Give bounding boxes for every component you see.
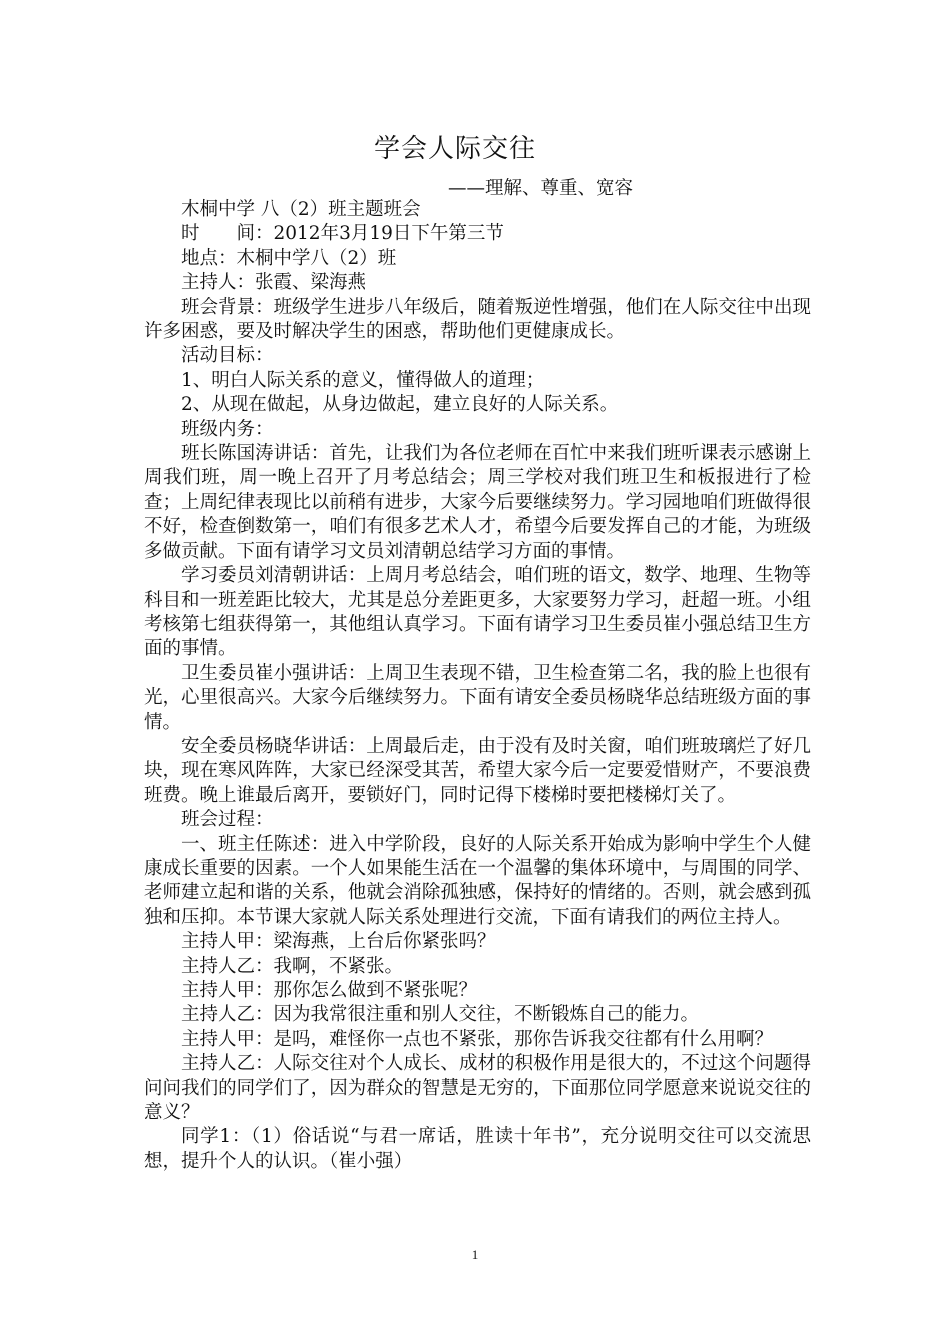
paragraph: 主持人乙：我啊，不紧张。	[181, 955, 404, 977]
paragraph: 地点：木桐中学八（2）班	[181, 247, 397, 269]
paragraph: 主持人甲：是吗，难怪你一点也不紧张，那你告诉我交往都有什么用啊？	[181, 1028, 774, 1050]
paragraph: 同学1：（1）俗话说“与君一席话，胜读十年书”，充分说明交往可以交流思想，提升个人的认识。（崔小强）	[144, 1126, 811, 1172]
paragraph: 主持人乙：因为我常很注重和别人交往，不断锻炼自己的能力。	[181, 1004, 700, 1026]
paragraph: 主持人乙：人际交往对个人成长、成材的积极作用是很大的，不过这个问题得问问我们的同学们了，因为群众的智慧是无穷的，下面那位同学愿意来说说交往的意义？	[144, 1053, 811, 1124]
paragraph: 主持人：张霞、梁海燕	[181, 272, 367, 294]
paragraph: 班会背景：班级学生进步八年级后，随着叛逆性增强，他们在人际交往中出现许多困惑，要及时解决学生的困惑，帮助他们更健康成长。	[144, 296, 811, 343]
document-subtitle: ——理解、尊重、宽容	[448, 178, 634, 199]
paragraph: 班会过程：	[181, 809, 274, 831]
page-number: 1	[471, 1247, 479, 1262]
paragraph: 学习委员刘清朝讲话：上周月考总结会，咱们班的语文，数学、地理、生物等科目和一班差距比较大，尤其是总分差距更多，大家要努力学习，赶超一班。小组考核第七组获得第一，其他组认真学习。下面有请学习卫生委员崔小强总结卫生方面的事情。	[144, 565, 811, 660]
paragraph: 时 间：2012年3月19日下午第三节	[181, 223, 504, 245]
paragraph: 卫生委员崔小强讲话：上周卫生表现不错，卫生检查第二名，我的脸上也很有光，心里很高兴。大家今后继续努力。下面有请安全委员杨晓华总结班级方面的事情。	[144, 662, 811, 733]
paragraph: 主持人甲：那你怎么做到不紧张呢？	[181, 980, 478, 1001]
paragraph: 2、从现在做起，从身边做起，建立良好的人际关系。	[181, 394, 619, 416]
document-body	[144, 198, 811, 1174]
paragraph: 1、明白人际关系的意义，懂得做人的道理；	[181, 369, 545, 391]
document-title: 学会人际交往	[373, 134, 536, 164]
paragraph: 班级内务：	[181, 418, 274, 440]
paragraph: 主持人甲：梁海燕，上台后你紧张吗？	[181, 931, 496, 953]
paragraph: 一、班主任陈述：进入中学阶段，良好的人际关系开始成为影响中学生个人健康成长重要的因素。一个人如果能生活在一个温馨的集体环境中，与周围的同学、老师建立起和谐的关系，他就会消除孤独感，保持好的情绪的。否则，就会感到孤独和压抑。本节课大家就人际关系处理进行交流，下面有请我们的两位主持人。	[144, 833, 811, 928]
paragraph: 安全委员杨晓华讲话：上周最后走，由于没有及时关窗，咱们班玻璃烂了好几块，现在寒风阵阵，大家已经深受其苦，希望大家今后一定要爱惜财产，不要浪费班费。晚上谁最后离开，要锁好门，同时记得下楼梯时要把楼梯灯关了。	[144, 735, 811, 806]
paragraph: 活动目标：	[181, 345, 274, 367]
paragraph: 班长陈国涛讲话：首先，让我们为各位老师在百忙中来我们班听课表示感谢上周我们班，周一晚上召开了月考总结会；周三学校对我们班卫生和板报进行了检查；上周纪律表现比以前稍有进步，大家今后要继续努力。学习园地咱们班做得很不好，检查倒数第一，咱们有很多艺术人才，希望今后要发挥自己的才能，为班级多做贡献。下面有请学习文员刘清朝总结学习方面的事情。	[144, 443, 811, 562]
paragraph: 木桐中学 八（2）班主题班会	[181, 199, 421, 220]
